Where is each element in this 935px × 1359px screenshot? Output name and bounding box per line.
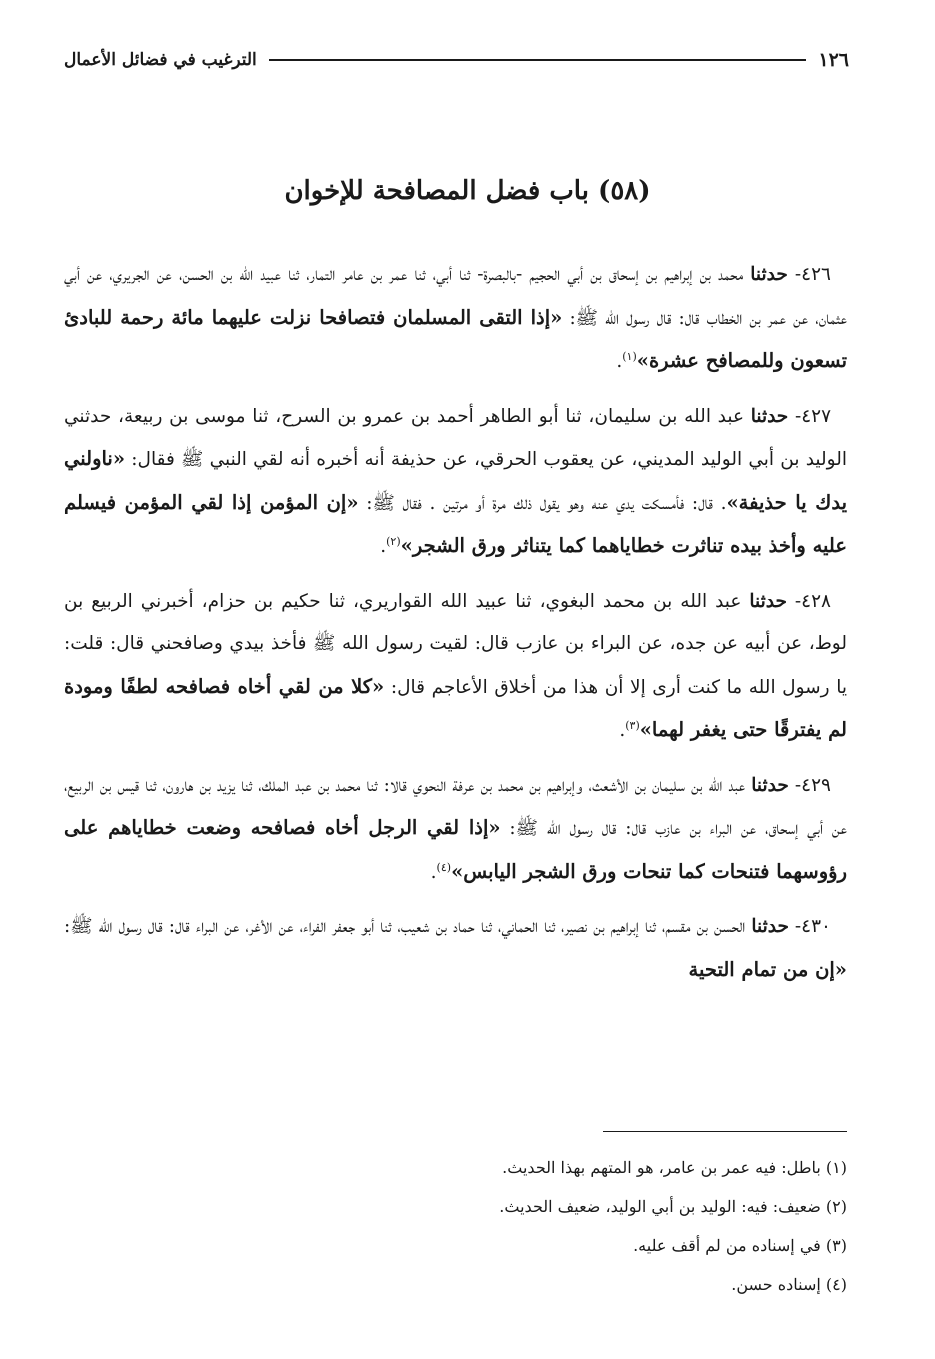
hadith-lead: حدثنا [750,264,788,285]
hadith-number: ٤٢٨ [801,590,831,612]
hadith-matn-2: «إن المؤمن إذا لقي المؤمن فيسلم عليه وأخذ بيده تناثرت خطاياهما كما يتناثر ورق الشجر» [64,490,847,557]
dash: - [788,405,802,427]
hadith-430 [64,906,847,992]
hadith-lead: حدثنا [751,774,789,796]
hadith-body [64,254,847,1004]
dash: - [786,590,802,612]
hadith-lead: حدثنا [750,405,789,427]
dash: - [788,774,802,796]
hadith-number: ٤٢٦ [801,264,831,285]
hadith-chain: عبد الله بن سليمان، ثنا أبو الطاهر أحمد بن عمرو بن السرح، ثنا موسى بن ربيعة، حدثني الوليد بن أبي الوليد المديني، عن يعقوب الحرقي، عن حذيفة أنه أخبره أنه لقي النبي ﷺ فقال: [64,405,847,470]
hadith-428 [64,581,847,753]
hadith-end: . [619,720,626,741]
header-rule [269,59,807,61]
footnotes [64,1148,847,1304]
chapter-title: (٥٨) باب فضل المصافحة للإخوان [284,176,651,206]
hadith-427 [64,396,847,569]
footnote-3: (٣) في إسناده من لم أقف عليه. [633,1236,847,1255]
hadith-chain: محمد بن إبراهيم بن إسحاق بن أبي الحجيم -بالبصرة- ثنا أبي، ثنا عمر بن عامر التمار، ثنا عبيد الله بن الحسن، عن الجريري، عن أبي عثمان، عن عمر بن الخطاب قال: قال رسول الله ﷺ: [64,264,847,329]
hadith-lead: حدثنا [749,590,787,612]
dash: - [787,264,802,285]
hadith-number: ٤٢٩ [801,774,831,796]
hadith-number: ٤٣٠ [801,916,831,937]
hadith-matn: «ناولني يدك يا حذيفة» [64,447,848,514]
hadith-chain: الحسن بن مقسم، ثنا إبراهيم بن نصير، ثنا الحماني، ثنا حماد بن شعيب، ثنا أبو جعفر الفراء، عن الأغر، عن البراء قال: قال رسول الله ﷺ: [64,916,746,937]
footnote-separator [603,1131,847,1132]
hadith-chain: عبد الله بن محمد البغوي، ثنا عبيد الله القواريري، ثنا حكيم بن حزام، أخبرني الربيع بن لوط، عن أبيه عن جده، عن البراء بن عازب قال: لقيت رسول الله ﷺ فأخذ بيدي وصافحني قال: قلت: يا رسول الله ما كنت أرى إلا أن هذا من أخلاق الأعاجم قال: [64,590,847,698]
hadith-number: ٤٢٧ [801,405,832,427]
footnote-ref: (٢) [386,534,401,548]
hadith-matn: «إن من تمام التحية [688,957,847,981]
hadith-lead: حدثنا [751,916,789,937]
hadith-429 [64,765,847,895]
footnote-1: (١) باطل: فيه عمر بن عامر، هو المتهم بهذا الحديث. [502,1158,847,1177]
hadith-middle: . قال: فأمسكت يدي عنه وهو يقول ذلك مرة أو مرتين . فقال ﷺ: [366,492,727,514]
book-title: الترغيب في فضائل الأعمال [64,50,257,70]
hadith-matn: «إذا التقى المسلمان فتصافحا نزلت عليهما مائة رحمة للبادئ تسعون وللمصافح عشرة» [64,305,847,372]
hadith-chain: عبد الله بن سليمان بن الأشعث، وإبراهيم بن محمد بن عرفة النحوي قالا: ثنا محمد بن عبد الملك، ثنا يزيد بن هارون، ثنا قيس بن الربيع، عن أبي إسحاق، عن البراء بن عازب قال: قال رسول الله ﷺ: [64,774,847,839]
hadith-end: . [430,861,437,883]
hadith-matn: «كلا من لقي أخاه فصافحه لطفًا ومودة لم يفترقًا حتى يغفر لهما» [64,674,847,741]
footnote-4: (٤) إسناده حسن. [731,1275,847,1294]
hadith-end: . [380,536,387,557]
footnote-ref: (١) [622,349,637,363]
hadith-matn: «إذا لقي الرجل أخاه فصافحه وضعت خطاياهم على رؤوسهما فتنحات كما تنحات ورق الشجر اليابس» [64,816,847,883]
hadith-end: . [616,351,623,372]
page-number: ١٢٦ [818,49,849,71]
hadith-426 [64,254,847,384]
footnote-ref: (٤) [436,860,452,874]
running-header [64,44,849,76]
footnote-ref: (٣) [625,718,640,732]
footnote-2: (٢) ضعيف: فيه: الوليد بن أبي الوليد، ضعيف الحديث. [499,1197,847,1216]
dash: - [788,916,802,937]
